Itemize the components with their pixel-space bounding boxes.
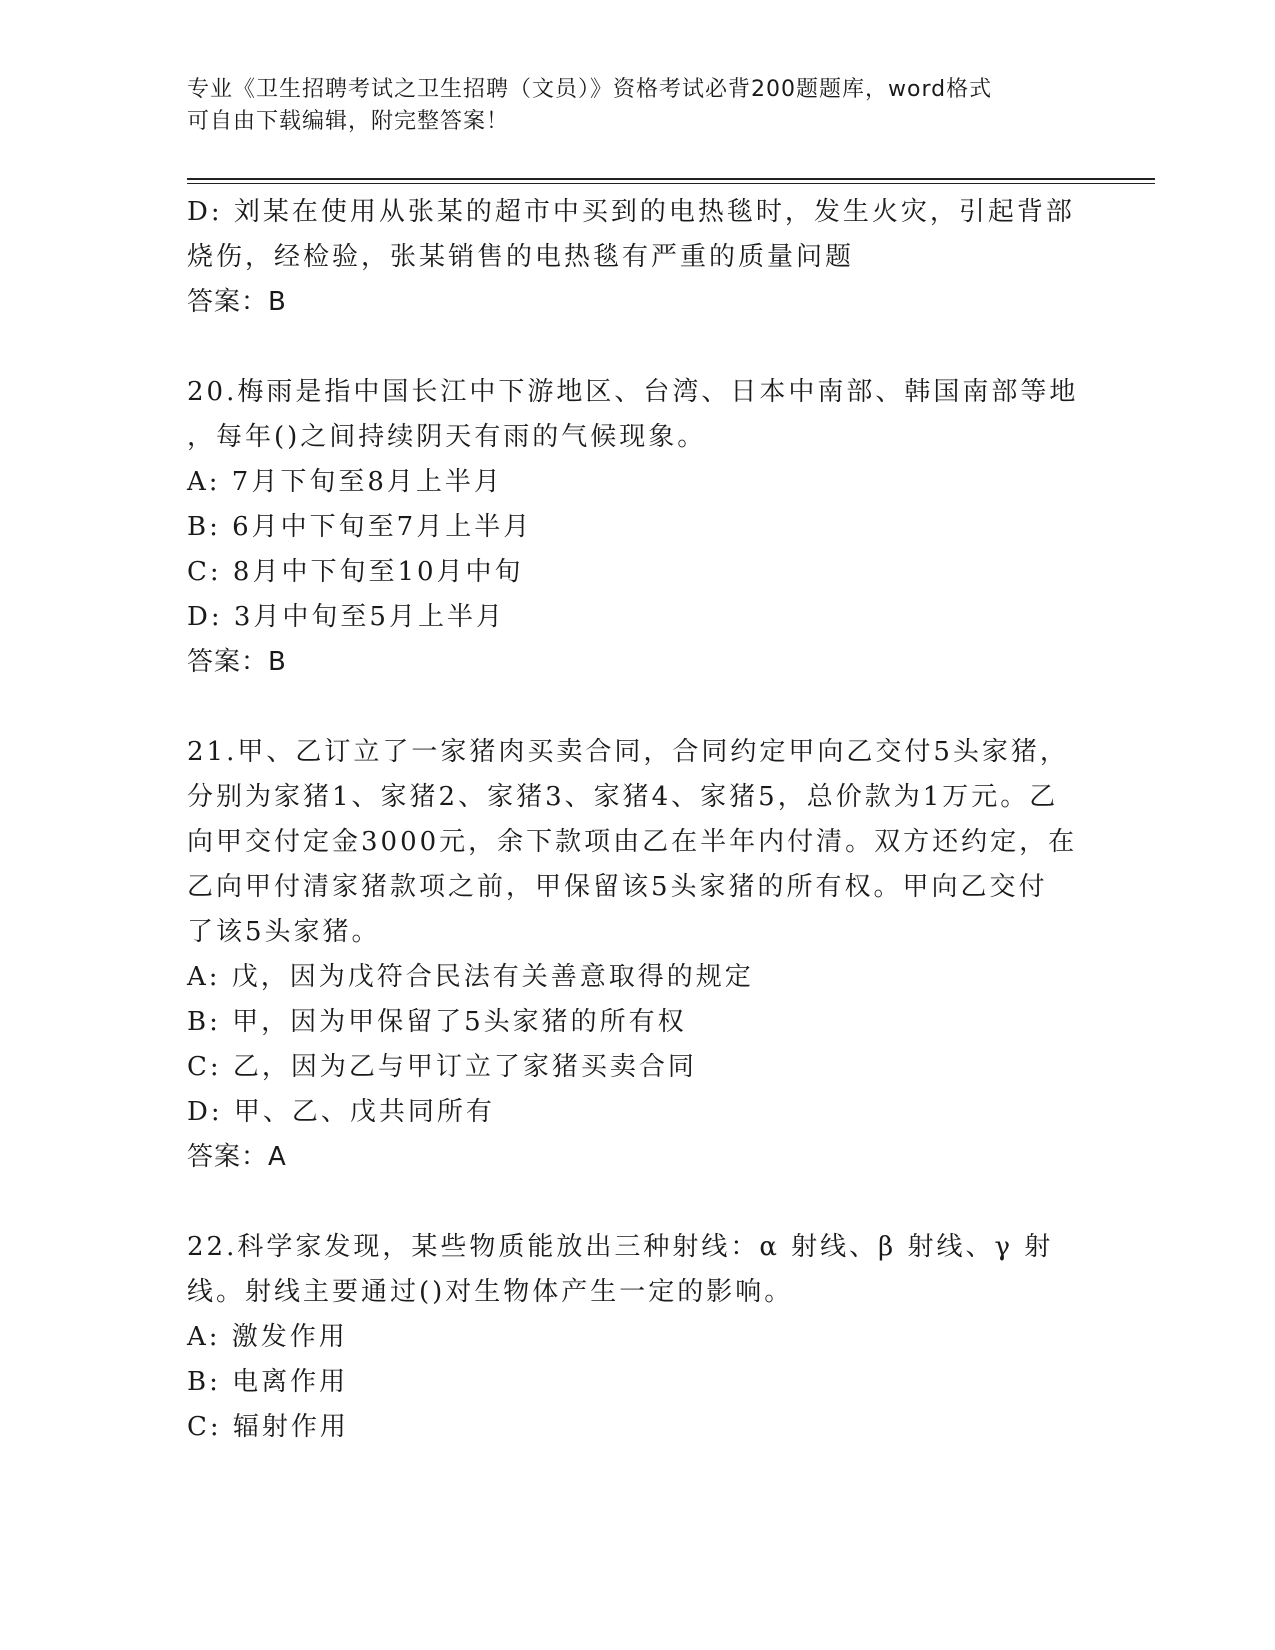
question-21-answer: 答案：A bbox=[187, 1142, 287, 1172]
question-20-option-c: C: 8月中下旬至10月中旬 bbox=[187, 557, 524, 587]
header-line-2: 可自由下载编辑，附完整答案！ bbox=[187, 109, 510, 134]
option-d-line-1: D: 刘某在使用从张某的超市中买到的电热毯时，发生火灾，引起背部 bbox=[187, 197, 1075, 227]
question-21-option-c: C: 乙，因为乙与甲订立了家猪买卖合同 bbox=[187, 1052, 697, 1082]
spacer bbox=[187, 325, 1087, 370]
header-rule-thin bbox=[187, 183, 1155, 184]
question-21-line-3: 向甲交付定金3000元，余下款项由乙在半年内付清。双方还约定，在 bbox=[187, 827, 1078, 857]
question-22-line-2: 线。射线主要通过()对生物体产生一定的影响。 bbox=[187, 1277, 794, 1307]
question-22-option-a: A: 激发作用 bbox=[187, 1322, 348, 1352]
spacer bbox=[187, 685, 1087, 730]
question-20-option-d: D: 3月中旬至5月上半月 bbox=[187, 602, 505, 632]
question-21-option-b: B: 甲，因为甲保留了5头家猪的所有权 bbox=[187, 1007, 687, 1037]
spacer bbox=[187, 1180, 1087, 1225]
question-22-option-b: B: 电离作用 bbox=[187, 1367, 349, 1397]
question-21-line-4: 乙向甲付清家猪款项之前，甲保留该5头家猪的所有权。甲向乙交付 bbox=[187, 872, 1048, 902]
question-21-option-d: D: 甲、乙、戊共同所有 bbox=[187, 1097, 495, 1127]
question-20-block bbox=[187, 370, 1087, 685]
question-21-line-5: 了该5头家猪。 bbox=[187, 917, 381, 947]
question-20-answer: 答案：B bbox=[187, 647, 287, 677]
question-22-line-1: 22.科学家发现，某些物质能放出三种射线：α 射线、β 射线、γ 射 bbox=[187, 1232, 1054, 1262]
question-21-line-1: 21.甲、乙订立了一家猪肉买卖合同，合同约定甲向乙交付5头家猪， bbox=[187, 737, 1069, 767]
question-21-option-a: A: 戊，因为戊符合民法有关善意取得的规定 bbox=[187, 962, 754, 992]
question-22-block bbox=[187, 1225, 1087, 1450]
question-20-line-1: 20.梅雨是指中国长江中下游地区、台湾、日本中南部、韩国南部等地 bbox=[187, 377, 1079, 407]
question-20-option-b: B: 6月中下旬至7月上半月 bbox=[187, 512, 533, 542]
question-21-block bbox=[187, 730, 1087, 1180]
answer-text: 答案：B bbox=[187, 287, 287, 317]
document-header bbox=[187, 74, 1087, 138]
question-22-option-c: C: 辐射作用 bbox=[187, 1412, 349, 1442]
question-20-option-a: A: 7月下旬至8月上半月 bbox=[187, 467, 503, 497]
option-d-line-2: 烧伤，经检验，张某销售的电热毯有严重的质量问题 bbox=[187, 242, 855, 272]
document-body bbox=[187, 190, 1087, 1450]
header-rule-thick bbox=[187, 178, 1155, 180]
prev-question-block bbox=[187, 190, 1087, 325]
question-21-line-2: 分别为家猪1、家猪2、家猪3、家猪4、家猪5，总价款为1万元。乙 bbox=[187, 782, 1059, 812]
header-line-1: 专业《卫生招聘考试之卫生招聘（文员）》资格考试必背200题题库，word格式 bbox=[187, 77, 993, 102]
question-20-line-2: ，每年()之间持续阴天有雨的气候现象。 bbox=[187, 422, 707, 452]
